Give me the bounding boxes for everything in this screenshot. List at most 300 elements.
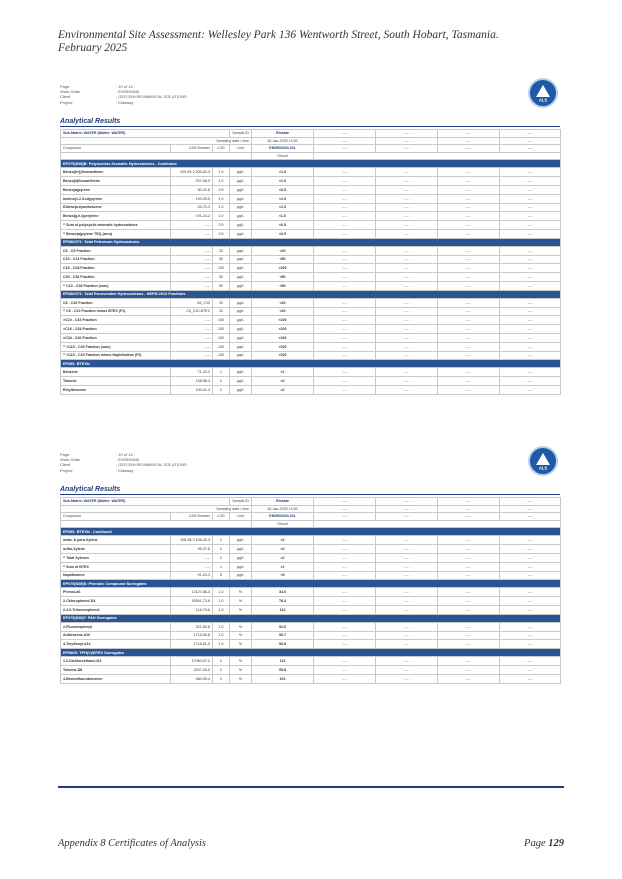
unit-value: µg/L: [230, 316, 252, 325]
empty-cell: ----: [376, 145, 438, 153]
report-header-fields: [60, 452, 560, 473]
empty-cell: ----: [438, 273, 500, 282]
result-value: <2: [252, 545, 314, 554]
empty-cell: ----: [438, 203, 500, 212]
unit-value: µg/L: [230, 281, 252, 290]
unit-value: µg/L: [230, 177, 252, 186]
result-value: <100: [252, 316, 314, 325]
analyte-name: ^ C6 - C10 Fraction minus BTEX (F1): [61, 307, 171, 316]
empty-cell: ----: [438, 177, 500, 186]
cas-number: 193-39-5: [171, 194, 213, 203]
lab-id-value: EM2500343-011: [252, 145, 314, 153]
empty-cell: ----: [376, 631, 438, 640]
result-value: 90.8: [252, 640, 314, 649]
empty-cell: ----: [376, 622, 438, 631]
group-title: EP080/071: Total Petroleum Hydrocarbons: [61, 238, 561, 246]
result-label: Result: [252, 152, 314, 160]
empty-cell: ----: [438, 333, 500, 342]
empty-cell: ----: [314, 229, 376, 238]
cas-number: 321-60-8: [171, 622, 213, 631]
unit-value: %: [230, 674, 252, 683]
als-logo: [528, 446, 558, 476]
cas-number: 95-47-6: [171, 545, 213, 554]
empty-cell: ----: [376, 255, 438, 264]
result-value: <50: [252, 255, 314, 264]
empty-cell: ----: [376, 342, 438, 351]
empty-cell: ----: [376, 203, 438, 212]
empty-cell: ----: [376, 605, 438, 614]
analytical-results-title: Analytical Results: [60, 486, 560, 495]
empty-cell: ----: [314, 264, 376, 273]
table-row: [61, 194, 561, 203]
header-client-value: : GEO-ENVIRONMENTAL SOLUTIONS: [116, 94, 187, 100]
empty-cell: ----: [376, 130, 438, 138]
result-value: <1: [252, 368, 314, 377]
unit-value: %: [230, 631, 252, 640]
lor-value: 1.0: [213, 212, 230, 221]
table-row: [61, 307, 561, 316]
lor-value: 1: [213, 368, 230, 377]
analyte-name: >C34 - C40 Fraction: [61, 333, 171, 342]
analyte-name: Toluene: [61, 377, 171, 386]
sampling-row: [61, 505, 561, 513]
table-row: [61, 597, 561, 606]
analyte-name: Ethylbenzene: [61, 385, 171, 394]
result-value: <5: [252, 571, 314, 580]
sample-id-label: Sample ID: [230, 498, 252, 506]
result-value: <1.0: [252, 177, 314, 186]
lor-value: 2: [213, 674, 230, 683]
empty-cell: ----: [438, 194, 500, 203]
empty-cell: ----: [314, 536, 376, 545]
empty-cell: ----: [314, 325, 376, 334]
empty-cell: ----: [376, 505, 438, 513]
empty-cell: ----: [314, 498, 376, 506]
analyte-name: Benzo(a)pyrene: [61, 185, 171, 194]
cas-number: ----: [171, 273, 213, 282]
result-value: <1: [252, 562, 314, 571]
unit-value: µg/L: [230, 325, 252, 334]
empty-cell: ----: [314, 505, 376, 513]
lor-value: 100: [213, 351, 230, 360]
empty-cell: ----: [500, 385, 561, 394]
analyte-name: C15 - C28 Fraction: [61, 264, 171, 273]
cas-number: ----: [171, 246, 213, 255]
table-row: [61, 351, 561, 360]
table-row: [61, 185, 561, 194]
unit-value: µg/L: [230, 553, 252, 562]
empty-cell: ----: [314, 307, 376, 316]
analyte-name: ^ Benzo(a)pyrene TEQ (zero): [61, 229, 171, 238]
unit-value: µg/L: [230, 368, 252, 377]
analyte-name: ^ >C10 - C40 Fraction (sum): [61, 342, 171, 351]
unit-value: %: [230, 665, 252, 674]
empty-cell: ----: [314, 130, 376, 138]
empty-cell: ----: [376, 588, 438, 597]
cas-number: ----: [171, 281, 213, 290]
empty-cell: ----: [438, 325, 500, 334]
empty-cell: ----: [376, 194, 438, 203]
empty-cell: ----: [500, 536, 561, 545]
report-header-fields: [60, 84, 560, 105]
footer-appendix-label: Appendix 8 Certificates of Analysis: [58, 838, 206, 849]
cas-number: 2037-26-5: [171, 665, 213, 674]
table-row: [61, 342, 561, 351]
empty-cell: ----: [500, 168, 561, 177]
lor-value: 100: [213, 342, 230, 351]
result-value: <0.5: [252, 221, 314, 230]
lor-value: 1: [213, 562, 230, 571]
empty-cell: ----: [376, 246, 438, 255]
table-row: [61, 571, 561, 580]
cas-number: 108-38-3 106-42-3: [171, 536, 213, 545]
empty-cell: ----: [314, 368, 376, 377]
empty-cell: ----: [314, 597, 376, 606]
empty-cell: ----: [438, 185, 500, 194]
empty-cell: ----: [376, 377, 438, 386]
cas-number: ----: [171, 325, 213, 334]
empty-cell: ----: [376, 264, 438, 273]
empty-cell: ----: [314, 588, 376, 597]
lor-value: 20: [213, 307, 230, 316]
empty-cell: ----: [438, 377, 500, 386]
empty-cell: ----: [500, 588, 561, 597]
empty-cell: ----: [500, 212, 561, 221]
cas-number: ----: [171, 255, 213, 264]
lor-value: 2: [213, 536, 230, 545]
empty-cell: ----: [376, 562, 438, 571]
group-title: EP075(SIM)S: Phenolic Compound Surrogates: [61, 580, 561, 588]
empty-cell: ----: [314, 203, 376, 212]
als-logo-text: ALS: [538, 97, 548, 103]
cas-number: ----: [171, 264, 213, 273]
unit-value: µg/L: [230, 194, 252, 203]
als-logo-text: ALS: [538, 465, 548, 471]
empty-cell: ----: [314, 665, 376, 674]
result-label-row: [61, 520, 561, 528]
lor-header: LOR: [213, 513, 230, 521]
empty-cell: ----: [376, 498, 438, 506]
empty-cell: ----: [438, 657, 500, 666]
empty-cell: ----: [314, 281, 376, 290]
empty-cell: ----: [314, 605, 376, 614]
footer-page-label: Page: [524, 838, 546, 849]
result-value: 114: [252, 657, 314, 666]
report-page-2: [60, 452, 560, 684]
footer-page-number: 129: [548, 838, 564, 849]
cas-number: 71-43-2: [171, 368, 213, 377]
cas-number: ----: [171, 333, 213, 342]
empty-cell: ----: [500, 342, 561, 351]
group-header-row: [61, 290, 561, 298]
result-value: <100: [252, 342, 314, 351]
sample-id-value: Rinsate: [252, 130, 314, 138]
empty-cell: ----: [438, 264, 500, 273]
table-row: [61, 264, 561, 273]
empty-cell: ----: [500, 351, 561, 360]
lor-value: 100: [213, 333, 230, 342]
empty-cell: ----: [314, 377, 376, 386]
sub-matrix-label: Sub-Matrix: WATER (Matrix: WATER): [61, 130, 230, 138]
header-page-value: : 10 of 14: [116, 84, 133, 89]
result-value: 101: [252, 674, 314, 683]
empty-cell: ----: [438, 342, 500, 351]
empty-cell: ----: [438, 130, 500, 138]
unit-value: µg/L: [230, 203, 252, 212]
cas-number: 53-70-3: [171, 203, 213, 212]
empty-cell: ----: [500, 505, 561, 513]
empty-cell: ----: [500, 281, 561, 290]
result-value: <1.0: [252, 168, 314, 177]
empty-cell: ----: [314, 631, 376, 640]
empty-cell: ----: [314, 255, 376, 264]
table-row: [61, 246, 561, 255]
analyte-name: 1.2-Dichloroethane-D4: [61, 657, 171, 666]
empty-cell: ----: [500, 185, 561, 194]
unit-value: µg/L: [230, 264, 252, 273]
table-row: [61, 325, 561, 334]
unit-value: µg/L: [230, 273, 252, 282]
result-value: <2: [252, 553, 314, 562]
empty-cell: ----: [500, 325, 561, 334]
table-row: [61, 657, 561, 666]
result-value: <100: [252, 351, 314, 360]
result-value: <2: [252, 377, 314, 386]
lor-value: 1.0: [213, 597, 230, 606]
empty-cell: ----: [376, 221, 438, 230]
analyte-name: Benzene: [61, 368, 171, 377]
table-row: [61, 255, 561, 264]
sample-id-label: Sample ID: [230, 130, 252, 138]
group-header-row: [61, 360, 561, 368]
analyte-name: C29 - C36 Fraction: [61, 273, 171, 282]
cas-header: CAS Number: [171, 145, 213, 153]
empty-cell: ----: [438, 513, 500, 521]
empty-cell: ----: [314, 571, 376, 580]
lor-value: 50: [213, 281, 230, 290]
unit-value: µg/L: [230, 342, 252, 351]
unit-header: Unit: [230, 145, 252, 153]
analyte-name: ^ Sum of polycyclic aromatic hydrocarbons: [61, 221, 171, 230]
empty-cell: ----: [376, 281, 438, 290]
table-row: [61, 588, 561, 597]
empty-cell: ----: [500, 273, 561, 282]
empty-cell: ----: [438, 316, 500, 325]
empty-cell: ----: [500, 622, 561, 631]
lor-value: 100: [213, 264, 230, 273]
empty-cell: ----: [438, 545, 500, 554]
sample-id-row: [61, 498, 561, 506]
unit-value: µg/L: [230, 377, 252, 386]
empty-cell: ----: [438, 640, 500, 649]
result-value: 34.6: [252, 588, 314, 597]
empty-cell: ----: [438, 229, 500, 238]
unit-value: µg/L: [230, 298, 252, 307]
lor-value: 50: [213, 255, 230, 264]
empty-cell: ----: [500, 307, 561, 316]
header-client-label: Client: [60, 462, 71, 468]
unit-value: µg/L: [230, 229, 252, 238]
empty-cell: ----: [438, 553, 500, 562]
analyte-name: Benzo(b+j)fluoranthene: [61, 168, 171, 177]
empty-cell: ----: [500, 562, 561, 571]
table-row: [61, 221, 561, 230]
page-bottom-rule: [58, 786, 564, 788]
empty-cell: ----: [438, 631, 500, 640]
empty-cell: ----: [500, 377, 561, 386]
cas-number: 93951-73-6: [171, 597, 213, 606]
cas-number: 1718-51-0: [171, 640, 213, 649]
lor-header: LOR: [213, 145, 230, 153]
unit-value: µg/L: [230, 212, 252, 221]
result-value: <2: [252, 385, 314, 394]
table-row: [61, 536, 561, 545]
empty-cell: [314, 152, 561, 160]
sample-id-value: Rinsate: [252, 498, 314, 506]
analyte-name: Benzo(k)fluoranthene: [61, 177, 171, 186]
lor-value: 0.5: [213, 185, 230, 194]
analytical-results-title: Analytical Results: [60, 118, 560, 127]
document-title: [58, 29, 499, 55]
analyte-name: >C16 - C34 Fraction: [61, 325, 171, 334]
empty-cell: ----: [438, 246, 500, 255]
unit-value: µg/L: [230, 307, 252, 316]
empty-cell: ----: [314, 640, 376, 649]
empty-cell: ----: [500, 605, 561, 614]
empty-cell: ----: [314, 298, 376, 307]
cas-number: 13127-88-3: [171, 588, 213, 597]
cas-number: ----: [171, 316, 213, 325]
empty-cell: ----: [438, 562, 500, 571]
empty-cell: ----: [376, 640, 438, 649]
analyte-name: 2-Chlorophenol-D4: [61, 597, 171, 606]
lor-value: 1.0: [213, 177, 230, 186]
empty-cell: [61, 520, 252, 528]
unit-value: %: [230, 605, 252, 614]
table-row: [61, 168, 561, 177]
empty-cell: ----: [500, 657, 561, 666]
empty-cell: ----: [314, 657, 376, 666]
sampling-label: Sampling date / time: [61, 137, 252, 145]
empty-cell: ----: [500, 194, 561, 203]
empty-cell: ----: [500, 255, 561, 264]
empty-cell: ----: [438, 212, 500, 221]
empty-cell: ----: [314, 316, 376, 325]
empty-cell: ----: [500, 674, 561, 683]
empty-cell: ----: [500, 571, 561, 580]
analyte-name: ^ C10 - C36 Fraction (sum): [61, 281, 171, 290]
results-table: [60, 129, 561, 395]
empty-cell: ----: [314, 513, 376, 521]
empty-cell: ----: [500, 553, 561, 562]
empty-cell: ----: [376, 177, 438, 186]
unit-value: %: [230, 622, 252, 631]
table-row: [61, 665, 561, 674]
sub-matrix-label: Sub-Matrix: WATER (Matrix: WATER): [61, 498, 230, 506]
header-project-value: : Kidaway: [116, 99, 134, 105]
empty-cell: ----: [500, 368, 561, 377]
group-title: EP080S: TPH(V)/BTEX Surrogates: [61, 649, 561, 657]
cas-number: ----: [171, 562, 213, 571]
empty-cell: ----: [438, 351, 500, 360]
empty-cell: ----: [376, 597, 438, 606]
header-project-label: Project: [60, 99, 73, 105]
lor-value: 20: [213, 298, 230, 307]
unit-value: %: [230, 657, 252, 666]
group-header-row: [61, 238, 561, 246]
unit-value: µg/L: [230, 333, 252, 342]
empty-cell: ----: [500, 665, 561, 674]
empty-cell: ----: [438, 665, 500, 674]
result-value: <50: [252, 281, 314, 290]
empty-cell: ----: [314, 168, 376, 177]
lor-value: 1.0: [213, 168, 230, 177]
analyte-name: ^ Sum of BTEX: [61, 562, 171, 571]
cas-number: ----: [171, 221, 213, 230]
lor-value: 1.0: [213, 605, 230, 614]
column-header-row: [61, 513, 561, 521]
empty-cell: ----: [376, 212, 438, 221]
unit-value: %: [230, 597, 252, 606]
table-row: [61, 316, 561, 325]
analyte-name: 2.4.6-Tribromophenol: [61, 605, 171, 614]
cas-number: ----: [171, 351, 213, 360]
cas-number: ----: [171, 553, 213, 562]
empty-cell: ----: [500, 498, 561, 506]
empty-cell: ----: [376, 307, 438, 316]
result-value: <1.0: [252, 194, 314, 203]
analyte-name: C6 - C10 Fraction: [61, 298, 171, 307]
empty-cell: ----: [314, 622, 376, 631]
group-title: EP075(SIM)B: Polynuclear Aromatic Hydrocarbons - Continued: [61, 160, 561, 168]
empty-cell: ----: [500, 597, 561, 606]
cas-number: 17060-07-0: [171, 657, 213, 666]
cas-number: 108-88-3: [171, 377, 213, 386]
result-value: <2: [252, 536, 314, 545]
empty-cell: ----: [376, 273, 438, 282]
report-header: [60, 452, 560, 486]
analyte-name: ^ Total Xylenes: [61, 553, 171, 562]
empty-cell: ----: [314, 212, 376, 221]
header-page-value: : 10 of 14: [116, 452, 133, 457]
result-label: Result: [252, 520, 314, 528]
result-value: <100: [252, 325, 314, 334]
unit-value: µg/L: [230, 545, 252, 554]
cas-number: 100-41-4: [171, 385, 213, 394]
result-value: <20: [252, 246, 314, 255]
sampling-value: 06-Jan-2025 14:00: [252, 505, 314, 513]
unit-value: µg/L: [230, 246, 252, 255]
table-row: [61, 333, 561, 342]
empty-cell: ----: [500, 545, 561, 554]
empty-cell: ----: [438, 307, 500, 316]
sampling-value: 06-Jan-2025 14:00: [252, 137, 314, 145]
unit-value: µg/L: [230, 351, 252, 360]
group-title: EP080: BTEXN: [61, 360, 561, 368]
table-row: [61, 631, 561, 640]
header-work-order-label: Work Order: [60, 89, 81, 95]
result-value: 90.7: [252, 631, 314, 640]
header-work-order-value: : EH2500345: [116, 89, 140, 95]
analyte-name: C10 - C14 Fraction: [61, 255, 171, 264]
unit-value: µg/L: [230, 536, 252, 545]
result-value: <50: [252, 273, 314, 282]
result-value: 112: [252, 605, 314, 614]
result-value: <1.0: [252, 212, 314, 221]
empty-cell: ----: [376, 368, 438, 377]
empty-cell: ----: [376, 385, 438, 394]
lab-id-value: EM2500343-011: [252, 513, 314, 521]
